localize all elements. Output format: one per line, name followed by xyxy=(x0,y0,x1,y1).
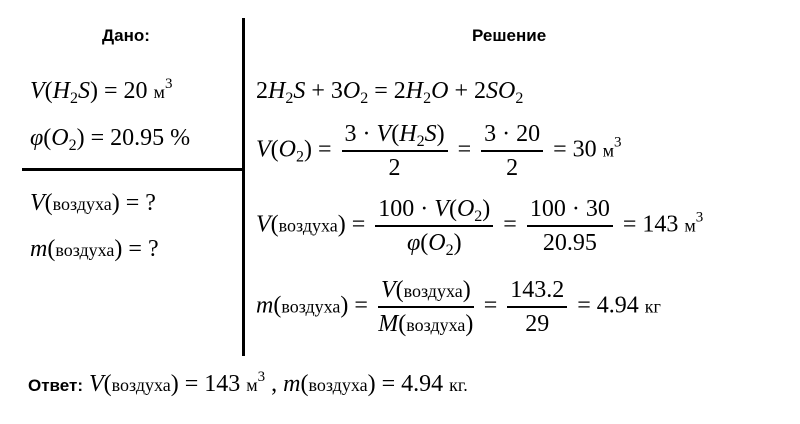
answer-mass-label: воздуха xyxy=(308,375,368,395)
answer-mass-value: 4.94 xyxy=(401,371,444,397)
oxygen-fraction-formula: $\frac{3 \cdot V(H_2S)}{2}$ xyxy=(342,122,448,180)
given-oxygen-fraction: $\varphi(O_2) = 20.95$ % xyxy=(30,125,191,154)
air-mass-substituted-den: 29 xyxy=(525,311,550,337)
answer-mass-unit: кг. xyxy=(449,375,468,395)
given-volume-h2s: $V(H_2S) = 20$ $м^3$ xyxy=(30,76,173,107)
air-mass-unit: кг xyxy=(644,296,661,317)
given-volume-unit: м xyxy=(153,82,165,102)
reaction-equation: $2H_2S + 3O_2 = 2H_2O + 2SO_2$ xyxy=(256,78,524,107)
given-volume-value: 20 xyxy=(123,78,148,104)
oxygen-formula-den: 2 xyxy=(388,155,401,181)
air-volume-substituted xyxy=(527,197,613,255)
oxygen-formula-coef: 3 · xyxy=(344,121,377,147)
answer-volume-unit: м xyxy=(246,375,258,395)
oxygen-volume-unit: м xyxy=(602,140,615,161)
horizontal-divider xyxy=(22,168,244,171)
given-header: Дано: xyxy=(102,26,150,45)
air-volume-unit: м xyxy=(684,215,696,236)
unknown-air-mass: m(воздуха) = ? xyxy=(30,236,159,262)
air-mass-step: m(воздуха) = $\frac{\text{V(воздуха)}}{\text{M(воздуха)}}$ = $\frac{143.2}{29}$ = 4.94 кг xyxy=(256,277,661,337)
oxygen-substituted-num: 3 · 20 xyxy=(481,122,543,152)
answer-volume-value: 143 xyxy=(204,371,241,397)
oxygen-volume-step: $V(O_2)$ = $\frac{3 \cdot V(H_2S)}{2}$ = $\frac{3 \cdot 20}{2}$ = 30 $м^3$ xyxy=(256,121,622,181)
air-volume-step: V(воздуха) = $\frac{100 \cdot V(O_2)}{\varphi(O_2)}$ = $\frac{100 \cdot 30}{20.95}$ = 143 $м^3$ xyxy=(256,196,704,259)
air-mass-substituted xyxy=(507,278,567,336)
air-volume-substituted-den: 20.95 xyxy=(542,230,597,256)
solution-header: Решение xyxy=(472,26,547,45)
unknown-volume-label: воздуха xyxy=(52,194,112,214)
answer-line: Ответ: V(воздуха) = 143 $м^3$ , m(воздуха) = 4.94 кг. xyxy=(28,369,468,397)
oxygen-fraction-substituted xyxy=(481,122,543,180)
unknown-mass-label: воздуха xyxy=(55,240,115,260)
air-volume-coef: 100 · xyxy=(378,196,435,222)
air-volume-result: 143 xyxy=(642,211,679,238)
air-mass-label: воздуха xyxy=(281,296,341,317)
air-mass-den-label: воздуха xyxy=(406,315,466,335)
air-volume-formula: $\frac{100 \cdot V(O_2)}{\varphi(O_2)}$ xyxy=(375,197,493,255)
air-mass-result: 4.94 xyxy=(596,292,639,319)
unknown-air-volume: V(воздуха) = ? xyxy=(30,190,156,216)
air-volume-label: воздуха xyxy=(278,215,338,236)
answer-label: Ответ: xyxy=(28,376,83,395)
given-fraction-unit: % xyxy=(170,125,191,151)
oxygen-volume-result: 30 xyxy=(572,136,597,163)
answer-volume-label: воздуха xyxy=(111,375,171,395)
oxygen-substituted-den: 2 xyxy=(506,155,519,181)
air-volume-substituted-num: 100 · 30 xyxy=(527,197,613,227)
air-mass-formula: $\frac{\text{V(воздуха)}}{\text{M(воздуха)}}$ xyxy=(378,277,474,337)
given-fraction-value: 20.95 xyxy=(110,125,165,151)
air-mass-num-label: воздуха xyxy=(403,281,463,301)
vertical-divider xyxy=(242,18,245,356)
air-mass-substituted-num: 143.2 xyxy=(507,278,567,308)
